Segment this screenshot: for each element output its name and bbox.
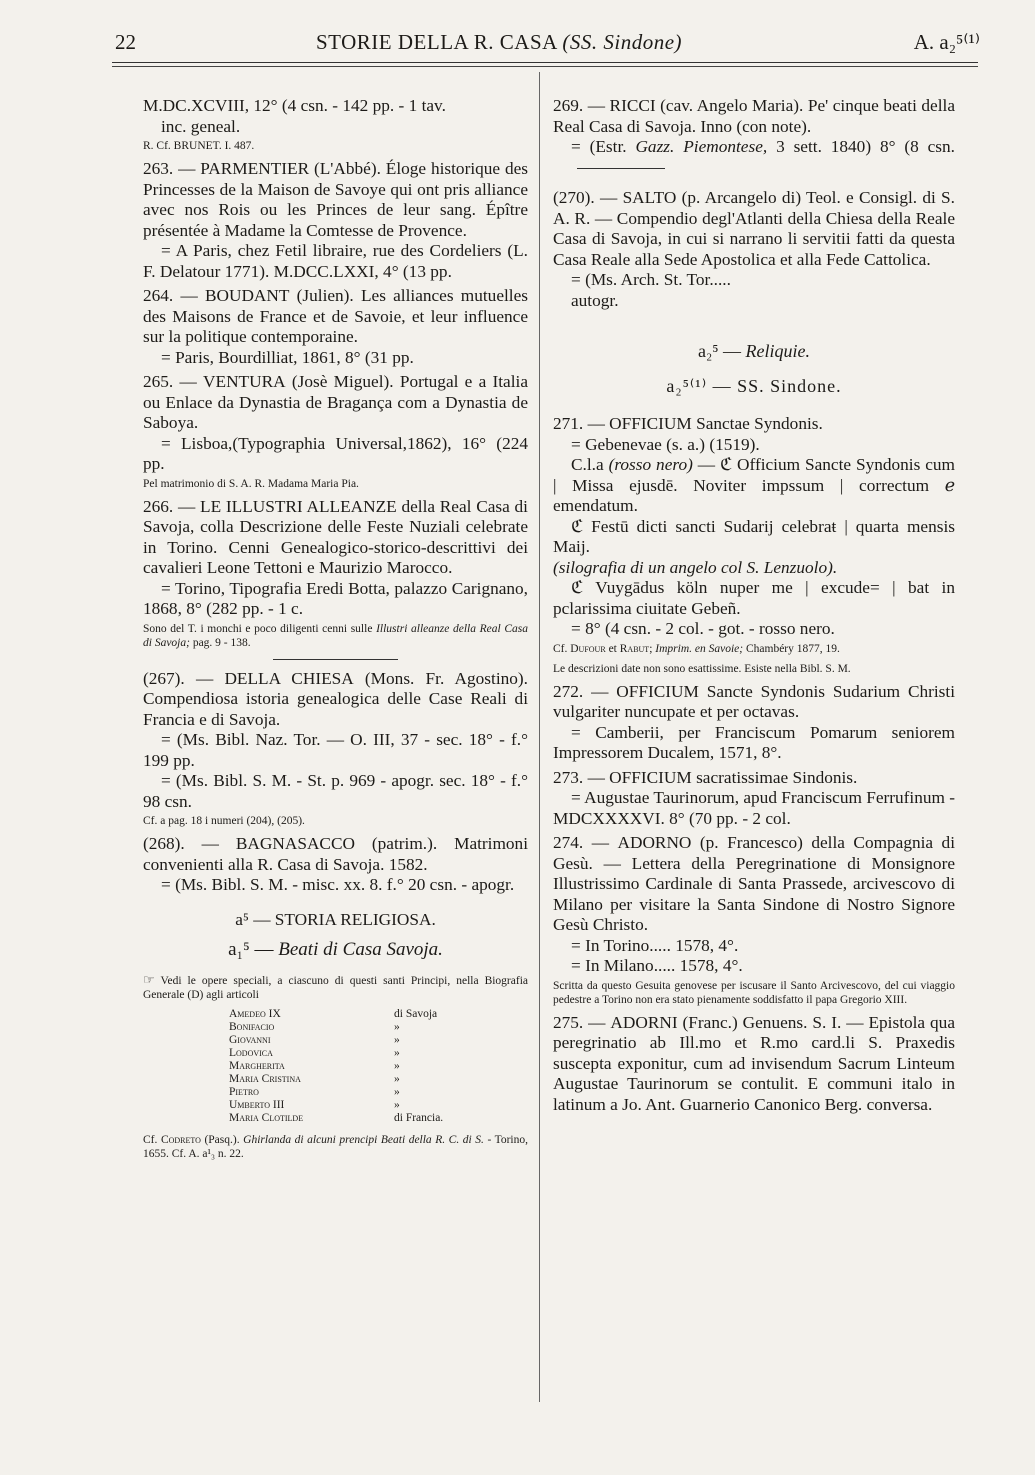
author-name: DELLA CHIESA xyxy=(224,668,354,688)
beato-house: di Francia. xyxy=(394,1111,444,1124)
entry-264: 264. — BOUDANT (Julien). Les alliances mutuelles des Maisons de France et de Savoie, et leur influence sur la politique contemporaine. = Paris, Bourdilliat, 1861, 8° (31 pp. xyxy=(143,286,528,367)
entry-274: 274. — ADORNO (p. Francesco) della Compagnia di Gesù. — Lettera della Peregrinatione di Monsignore Illustrissimo Cardinale di Santa Prassede, arcivescovo di Milano per visitare la Santa Sindone di Nostro Signore Gesù Christo. = In Torino..... 1578, 4°. = In Milano..... 1578, 4°. Scritta da questo Gesuita genovese per iscusare il Santo Arcivescovo, del cui viaggio pedestre a Torino non era stato pienamente soddisfatto il papa Gregorio XIII. xyxy=(553,833,956,1006)
beati-list xyxy=(143,1008,528,1125)
beato-name: Lodovica xyxy=(229,1046,273,1059)
page-number: 22 xyxy=(115,30,136,54)
author-name: OFFICIUM xyxy=(616,681,699,701)
beato-name: Amedeo IX xyxy=(229,1007,281,1020)
author-name: LE ILLUSTRI ALLEANZE xyxy=(200,496,397,516)
pointing-hand-icon: ☞ xyxy=(143,971,155,987)
publication: = In Torino..... 1578, 4°. xyxy=(571,935,739,955)
right-column xyxy=(553,96,955,1119)
entry-262-tail: M.DC.XCVIII, 12° (4 csn. - 142 pp. - 1 tav. inc. geneal. R. Cf. BRUNET. I. 487. xyxy=(143,96,528,153)
entry-note: R. Cf. BRUNET. I. 487. xyxy=(143,140,255,152)
entry-note: Pel matrimonio di S. A. R. Madama Maria Pia. xyxy=(143,477,359,490)
beato-house: » xyxy=(394,1020,400,1033)
author-name: PARMENTIER xyxy=(200,159,310,178)
entry-271: 271. — OFFICIUM Sanctae Syndonis. = Gebenevae (s. a.) (1519). C.l.a (rosso nero) — ℭ Officium Sancte Syndonis cum | Missa ejusdē. Noviter impssum | correctum ℯ emendatum. ℭ Festū dicti sancti Sudarij celebraŧ | quarta mensis Maij. (silografia di un angelo col S. Lenzuolo). ℭ Vuygādus köln nuper me | excude= | bat in pclarissima ciuitate Gebeñ. = 8° (4 csn. - 2 col. - got. - rosso nero. Cf. Dufour et Rabut; Imprim. en Savoie; Chambéry 1877, 19. Le descrizioni date non sono esattissime. Esiste nella Bibl. S. M. xyxy=(553,414,955,675)
beato-row xyxy=(229,1112,528,1125)
author-name: SALTO xyxy=(622,188,677,207)
beato-name: Margherita xyxy=(229,1059,285,1072)
entry-269: 269. — RICCI (cav. Angelo Maria). Pe' cinque beati della Real Casa di Savoja. Inno (con note). = (Estr. Gazz. Piemontese, 3 sett. 1840) 8° (8 csn. xyxy=(553,96,955,178)
beato-row xyxy=(229,1034,528,1047)
entry-270: (270). — SALTO (p. Arcangelo di) Teol. e Consigl. di S. A. R. — Compendio degl'Atlanti della Chiesa della Reale Casa di Savoja, in cui si narrano li servitii fatti da questa Casa Reale alla Sede Apostolica et alla Fede Cattolica. = (Ms. Arch. St. Tor..... autogr. xyxy=(553,188,955,310)
publication: = (Ms. Bibl. S. M. - St. p. 969 - apogr. sec. 18° - f.° 98 csn. xyxy=(143,771,528,811)
publication: = Paris, Bourdilliat, 1861, 8° (31 pp. xyxy=(161,347,414,367)
section-signature: A. a₂⁵⁽¹⁾ xyxy=(913,30,980,54)
entry-273: 273. — OFFICIUM sacratissimae Sindonis. = Augustae Taurinorum, apud Franciscum Ferrufinum - MDCXXXXVI. 8° (70 pp. - 2 col. xyxy=(553,767,956,828)
author-name: RICCI xyxy=(609,96,656,115)
beato-row xyxy=(229,1073,528,1086)
publication: = (Ms. Bibl. Naz. Tor. — O. III, 37 - sec. 18° - f.° 199 pp. xyxy=(143,730,528,770)
header-rule-thin xyxy=(112,66,978,67)
beato-house: » xyxy=(394,1085,400,1098)
publication: = Augustae Taurinorum, apud Franciscum Ferrufinum - MDCXXXXVI. 8° (70 pp. - 2 col. xyxy=(553,788,956,828)
author-name: ADORNI xyxy=(610,1012,678,1032)
entry-note: Le descrizioni date non sono esattissime. Esiste nella Bibl. S. M. xyxy=(553,662,851,675)
author-name: OFFICIUM xyxy=(609,767,692,787)
beato-name: Umberto III xyxy=(229,1098,285,1111)
entry-note: Cf. Dufour et Rabut; Imprim. en Savoie; Chambéry 1877, 19. xyxy=(553,642,840,655)
cf-note: Cf. Codreto (Pasq.). Ghirlanda di alcuni prencipi Beati della R. C. di S. - Torino, 1655. Cf. A. a¹₃ n. 22. xyxy=(143,1133,529,1160)
beato-name: Maria Clotilde xyxy=(229,1111,304,1124)
publication: = (Ms. Arch. St. Tor..... xyxy=(571,270,731,289)
entry-267: (267). — DELLA CHIESA (Mons. Fr. Agostino). Compendiosa istoria genealogica delle Case Reali di Francia e di Savoja. = (Ms. Bibl. Naz. Tor. — O. III, 37 - sec. 18° - f.° 199 pp. = (Ms. Bibl. S. M. - St. p. 969 - apogr. sec. 18° - f.° 98 csn. Cf. a pag. 18 i numeri (204), (205). xyxy=(143,668,528,827)
beato-house: » xyxy=(394,1072,400,1085)
publication: = Gebenevae (s. a.) (1519). xyxy=(571,434,760,454)
beato-house: » xyxy=(394,1098,400,1111)
author-name: BAGNASACCO xyxy=(235,834,355,853)
publication: = A Paris, chez Fetil libraire, rue des Cordeliers (L. F. Delatour 1771). M.DCC.LXXI, 4° (13 pp. xyxy=(143,241,528,281)
vedi-note: ☞ Vedi le opere speciali, a ciascuno di questi santi Principi, nella Biografia Generale (D) agli articoli xyxy=(143,971,528,1001)
section-heading-a5: a⁵ — STORIA RELIGIOSA. xyxy=(235,909,436,929)
beato-house: » xyxy=(394,1033,400,1046)
beato-name: Pietro xyxy=(229,1085,259,1098)
beato-name: Bonifacio xyxy=(229,1020,275,1033)
entry-note: Sono del T. i monchi e poco diligenti cenni sulle Illustri alleanze della Real Casa di Savoja; pag. 9 - 138. xyxy=(143,622,528,649)
publication: = (Ms. Bibl. S. M. - misc. xx. 8. f.° 20 csn. - apogr. xyxy=(161,875,515,894)
separator-rule xyxy=(273,659,398,660)
entry-265: 265. — VENTURA (Josè Miguel). Portugal e a Italia ou Enlace da Dynastia de Bragança com a Dynastia de Saboya. = Lisboa,(Typographia Universal,1862), 16° (224 pp. Pel matrimonio di S. A. R. Madama Maria Pia. xyxy=(143,372,528,490)
subsection-heading-a52: a₂⁵ — Reliquie. xyxy=(697,341,811,361)
left-column xyxy=(143,96,528,1167)
publication: = Camberii, per Franciscum Pomarum seniorem Impressorem Ducalem, 1571, 8°. xyxy=(553,722,955,762)
beato-row xyxy=(229,1008,528,1021)
beato-row xyxy=(229,1060,528,1073)
author-name: ADORNO xyxy=(617,833,692,852)
subsection-heading-a51: a₁⁵ — Beati di Casa Savoja. xyxy=(228,939,443,960)
publication: = Lisboa,(Typographia Universal,1862), 16° (224 pp. xyxy=(143,433,528,473)
publication: = (Estr. Gazz. Piemontese, 3 sett. 1840) 8° (8 csn. xyxy=(553,137,955,178)
entry-268: (268). — BAGNASACCO (patrim.). Matrimoni convenienti alla R. Casa di Savoja. 1582. = (Ms. Bibl. S. M. - misc. xx. 8. f.° 20 csn. - apogr. xyxy=(143,834,528,894)
entry-272: 272. — OFFICIUM Sancte Syndonis Sudarium Christi vulgariter nuncupate et per octavas. = Camberii, per Franciscum Pomarum seniorem Impressorem Ducalem, 1571, 8°. xyxy=(553,681,956,762)
entry-266: 266. — LE ILLUSTRI ALLEANZE della Real Casa di Savoja, colla Descrizione delle Feste Nuziali celebrate in Torino. Cenni Genealogico-storico-descrittivi dei cavalieri Leone Tettoni e Maurizio Marocco. = Torino, Tipografia Eredi Botta, palazzo Carignano, 1868, 8° (282 pp. - 1 c. Sono del T. i monchi e poco diligenti cenni sulle Illustri alleanze della Real Casa di Savoja; pag. 9 - 138. xyxy=(143,496,528,649)
beato-row xyxy=(229,1099,528,1112)
running-title: STORIE DELLA R. CASA (SS. Sindone) xyxy=(316,30,683,54)
beato-row xyxy=(229,1086,528,1099)
entry-note: Cf. a pag. 18 i numeri (204), (205). xyxy=(143,815,305,827)
author-name: OFFICIUM xyxy=(609,414,692,433)
beato-house: di Savoja xyxy=(394,1007,438,1020)
publication: = In Milano..... 1578, 4°. xyxy=(571,956,743,975)
beato-house: » xyxy=(394,1046,400,1059)
beato-name: Maria Cristina xyxy=(229,1072,301,1085)
entry-note: Scritta da questo Gesuita genovese per iscusare il Santo Arcivescovo, del cui viaggio pedestre a Torino non era stato pienamente soddisfatto il papa Gregorio XIII. xyxy=(553,979,955,1006)
beato-row xyxy=(229,1021,528,1034)
running-header xyxy=(110,30,980,60)
column-divider xyxy=(539,72,540,1402)
author-name: BOUDANT xyxy=(204,286,290,305)
subsection-heading-a521: a₂⁵⁽¹⁾ — SS. Sindone. xyxy=(666,375,842,396)
entry-263: 263. — PARMENTIER (L'Abbé). Éloge historique des Princesses de la Maison de Savoye qui ont pris alliance avec nos Rois ou les Princes de leur sang. Épître présentée à Madame la Comtesse de Provence. = A Paris, chez Fetil libraire, rue des Cordeliers (L. F. Delatour 1771). M.DCC.LXXI, 4° (13 pp. xyxy=(143,159,528,281)
entry-275: 275. — ADORNI (Franc.) Genuens. S. I. — Epistola qua peregrinatio ab Ill.mo et R.mo card.li S. Praxedis suscepta exponitur, cum ad invisendum Sacrum Linteum Augustae Taurinorum se contulit. E communi italo in latinum a Jo. Ant. Guarnerio Canonico Berg. conversa. xyxy=(553,1012,955,1114)
publication: = Torino, Tipografia Eredi Botta, palazzo Carignano, 1868, 8° (282 pp. - 1 c. xyxy=(143,578,528,618)
author-name: VENTURA xyxy=(203,372,286,391)
beato-row xyxy=(229,1047,528,1060)
beato-house: » xyxy=(394,1059,400,1072)
beato-name: Giovanni xyxy=(229,1033,271,1046)
header-rule xyxy=(112,62,978,63)
